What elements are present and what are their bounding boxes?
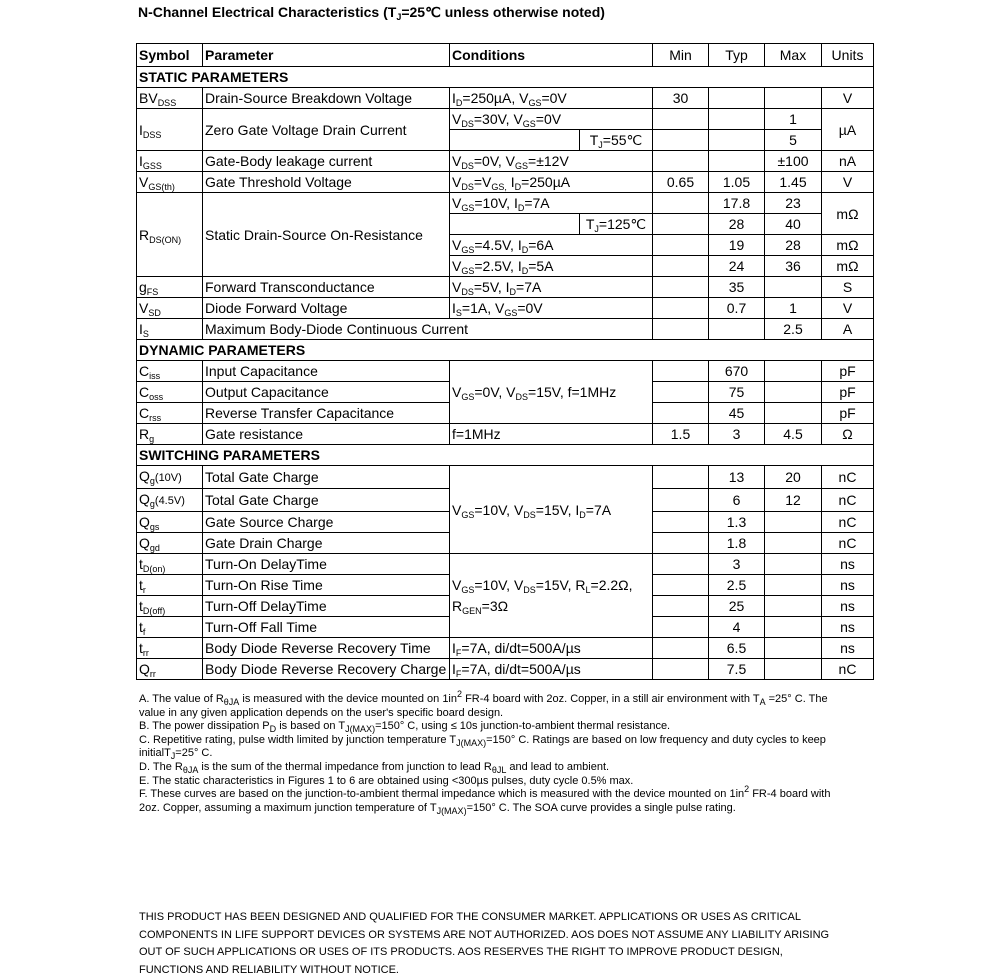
- conditions-cell: $V_{GS}=4.5V$, $I_D=6A$: [450, 235, 653, 256]
- symbol-cell: $Q_{gd}$: [137, 533, 203, 554]
- units-cell: V: [822, 298, 874, 319]
- parameter-cell: Gate Threshold Voltage: [203, 172, 450, 193]
- symbol-cell: $t_{rr}$: [137, 638, 203, 659]
- table-row: [137, 172, 874, 193]
- max-cell: 23: [765, 193, 822, 214]
- max-cell: [765, 533, 822, 554]
- units-cell: V: [822, 172, 874, 193]
- symbol-cell: $t_{D(on)}$: [137, 554, 203, 575]
- units-cell: ns: [822, 638, 874, 659]
- units-cell: Ω: [822, 424, 874, 445]
- min-cell: [653, 596, 709, 617]
- symbol-cell: $C_{rss}$: [137, 403, 203, 424]
- symbol-cell: $BV_{DSS}$: [137, 88, 203, 109]
- typ-cell: 75: [709, 382, 765, 403]
- max-cell: [765, 382, 822, 403]
- min-cell: [653, 235, 709, 256]
- table-row: [137, 88, 874, 109]
- conditions-cell: $V_{GS}=10V$, $I_D=7A$: [450, 193, 653, 214]
- footnote-a: A. The value of $R_{\theta JA}$ is measured with the device mounted on $1in^2$ FR-4 board with 2oz. Copper, in a still air environment with $T_A =25^\circ$ C. The value in any given application depends on the user's specific board design.: [139, 693, 839, 720]
- units-cell: nC: [822, 533, 874, 554]
- conditions-cell: $I_F=7A$, di/dt=500A/µs: [450, 638, 653, 659]
- parameter-cell: Total Gate Charge: [203, 466, 450, 489]
- units-cell: ns: [822, 617, 874, 638]
- symbol-cell: $V_{SD}$: [137, 298, 203, 319]
- parameter-cell: Gate resistance: [203, 424, 450, 445]
- section-row: [137, 67, 874, 88]
- typ-cell: 0.7: [709, 298, 765, 319]
- typ-cell: [709, 109, 765, 130]
- symbol-cell: $t_f$: [137, 617, 203, 638]
- min-cell: [653, 659, 709, 680]
- col-header-typ: Typ: [709, 44, 765, 67]
- typ-cell: 1.05: [709, 172, 765, 193]
- parameter-cell: Turn-Off Fall Time: [203, 617, 450, 638]
- typ-cell: 7.5: [709, 659, 765, 680]
- conditions-cell: $V_{GS}=10V$, $V_{DS}=15V$, $I_D=7A$: [450, 466, 653, 554]
- footnote-f: F. These curves are based on the junction-to-ambient thermal impedance which is measured with the device mounted on $1in^2$ FR-4 board with 2oz. Copper, assuming a maximum junction temperature of $T_{J(MAX)}=150^\circ$ C. The SOA curve provides a single pulse rating.: [139, 788, 839, 815]
- table-row: [137, 638, 874, 659]
- table-row: [137, 298, 874, 319]
- max-cell: 1: [765, 298, 822, 319]
- symbol-cell: $Q_g(4.5V)$: [137, 489, 203, 512]
- table-row: [137, 151, 874, 172]
- min-cell: [653, 554, 709, 575]
- table-row: [137, 109, 874, 130]
- min-cell: 0.65: [653, 172, 709, 193]
- disclaimer-line: COMPONENTS IN LIFE SUPPORT DEVICES OR SYSTEMS ARE NOT AUTHORIZED. AOS DOES NOT ASSUME ANY LIABILITY ARISING: [139, 927, 839, 945]
- conditions-cell: $V_{GS}=0V$, $V_{DS}=15V$, f=1MHz: [450, 361, 653, 424]
- units-cell: nC: [822, 659, 874, 680]
- max-cell: 5: [765, 130, 822, 151]
- symbol-cell: $R_{DS(ON)}$: [137, 193, 203, 277]
- max-cell: 2.5: [765, 319, 822, 340]
- table-row: [137, 659, 874, 680]
- parameter-cell: Body Diode Reverse Recovery Time: [203, 638, 450, 659]
- min-cell: [653, 193, 709, 214]
- disclaimer-line: OUT OF SUCH APPLICATIONS OR USES OF ITS PRODUCTS. AOS RESERVES THE RIGHT TO IMPROVE PRODUCT DESIGN,: [139, 944, 839, 962]
- typ-cell: 17.8: [709, 193, 765, 214]
- typ-cell: 670: [709, 361, 765, 382]
- max-cell: [765, 88, 822, 109]
- min-cell: [653, 256, 709, 277]
- col-header-symbol: Symbol: [137, 44, 203, 67]
- table-header-row: [137, 44, 874, 67]
- parameter-cell: Input Capacitance: [203, 361, 450, 382]
- typ-cell: 6.5: [709, 638, 765, 659]
- min-cell: [653, 466, 709, 489]
- parameter-cell: Turn-On DelayTime: [203, 554, 450, 575]
- conditions-cell: $V_{DS}=0V$, $V_{GS}=\pm 12V$: [450, 151, 653, 172]
- min-cell: [653, 382, 709, 403]
- typ-cell: 4: [709, 617, 765, 638]
- units-cell: mΩ: [822, 256, 874, 277]
- units-cell: V: [822, 88, 874, 109]
- conditions-cell: [450, 214, 580, 235]
- footnote-d: D. The $R_{\theta JA}$ is the sum of the thermal impedance from junction to lead $R_{\theta JL}$ and lead to ambient.: [139, 761, 839, 775]
- typ-cell: [709, 319, 765, 340]
- symbol-cell: $C_{oss}$: [137, 382, 203, 403]
- max-cell: [765, 617, 822, 638]
- conditions-cell: $V_{DS}=30V$, $V_{GS}=0V$: [450, 109, 653, 130]
- max-cell: 28: [765, 235, 822, 256]
- page-title: N-Channel Electrical Characteristics ($T_J=25℃$ unless otherwise noted): [138, 4, 605, 21]
- section-switching-parameters: SWITCHING PARAMETERS: [137, 445, 874, 466]
- min-cell: [653, 361, 709, 382]
- typ-cell: 2.5: [709, 575, 765, 596]
- conditions-cell: $V_{GS}=2.5V$, $I_D=5A$: [450, 256, 653, 277]
- max-cell: [765, 361, 822, 382]
- units-cell: ns: [822, 554, 874, 575]
- max-cell: 20: [765, 466, 822, 489]
- min-cell: [653, 109, 709, 130]
- typ-cell: 45: [709, 403, 765, 424]
- symbol-cell: $t_{D(off)}$: [137, 596, 203, 617]
- min-cell: [653, 298, 709, 319]
- conditions-cell: $I_S=1A$, $V_{GS}=0V$: [450, 298, 653, 319]
- conditions-cell: $I_D=250\mu A$, $V_{GS}=0V$: [450, 88, 653, 109]
- max-cell: 1: [765, 109, 822, 130]
- section-row: [137, 340, 874, 361]
- max-cell: 1.45: [765, 172, 822, 193]
- col-header-parameter: Parameter: [203, 44, 450, 67]
- typ-cell: 1.3: [709, 512, 765, 533]
- typ-cell: 28: [709, 214, 765, 235]
- min-cell: [653, 151, 709, 172]
- conditions-cell: $V_{GS}=10V$, $V_{DS}=15V$, $R_L=2.2\Omega$, $R_{GEN}=3\Omega$: [450, 554, 653, 638]
- table-row: [137, 424, 874, 445]
- table-row: [137, 193, 874, 214]
- min-cell: [653, 277, 709, 298]
- parameter-cell: Reverse Transfer Capacitance: [203, 403, 450, 424]
- units-cell: A: [822, 319, 874, 340]
- parameter-cell: Gate Drain Charge: [203, 533, 450, 554]
- typ-cell: [709, 88, 765, 109]
- symbol-cell: $V_{GS(th)}$: [137, 172, 203, 193]
- col-header-max: Max: [765, 44, 822, 67]
- max-cell: [765, 403, 822, 424]
- disclaimer-line: THIS PRODUCT HAS BEEN DESIGNED AND QUALIFIED FOR THE CONSUMER MARKET. APPLICATIONS OR USES AS CRITICAL: [139, 909, 839, 927]
- typ-cell: [709, 130, 765, 151]
- junction-temp-cell: $T_J=55℃$: [580, 130, 653, 151]
- units-cell: pF: [822, 403, 874, 424]
- parameter-cell: Drain-Source Breakdown Voltage: [203, 88, 450, 109]
- parameter-cell: Diode Forward Voltage: [203, 298, 450, 319]
- max-cell: 12: [765, 489, 822, 512]
- symbol-cell: $Q_{rr}$: [137, 659, 203, 680]
- units-cell: mΩ: [822, 193, 874, 235]
- typ-cell: 35: [709, 277, 765, 298]
- section-dynamic-parameters: DYNAMIC PARAMETERS: [137, 340, 874, 361]
- col-header-conditions: Conditions: [450, 44, 653, 67]
- conditions-cell: f=1MHz: [450, 424, 653, 445]
- symbol-cell: $Q_g(10V)$: [137, 466, 203, 489]
- typ-cell: 25: [709, 596, 765, 617]
- max-cell: [765, 512, 822, 533]
- conditions-cell: $V_{DS}=5V$, $I_D=7A$: [450, 277, 653, 298]
- symbol-cell: $R_g$: [137, 424, 203, 445]
- symbol-cell: $C_{iss}$: [137, 361, 203, 382]
- symbol-cell: $g_{FS}$: [137, 277, 203, 298]
- junction-temp-cell: $T_J=125℃$: [580, 214, 653, 235]
- min-cell: [653, 130, 709, 151]
- min-cell: [653, 575, 709, 596]
- conditions-cell: $I_F=7A$, di/dt=500A/µs: [450, 659, 653, 680]
- units-cell: pF: [822, 361, 874, 382]
- units-cell: nC: [822, 489, 874, 512]
- max-cell: [765, 659, 822, 680]
- conditions-cell: [450, 130, 580, 151]
- parameter-cell: Total Gate Charge: [203, 489, 450, 512]
- col-header-units: Units: [822, 44, 874, 67]
- min-cell: [653, 214, 709, 235]
- typ-cell: 1.8: [709, 533, 765, 554]
- parameter-cell: Turn-On Rise Time: [203, 575, 450, 596]
- parameter-cell: Forward Transconductance: [203, 277, 450, 298]
- max-cell: [765, 638, 822, 659]
- max-cell: [765, 554, 822, 575]
- typ-cell: 6: [709, 489, 765, 512]
- parameter-cell: Gate Source Charge: [203, 512, 450, 533]
- symbol-cell: $Q_{gs}$: [137, 512, 203, 533]
- electrical-characteristics-table: [136, 43, 874, 680]
- units-cell: nC: [822, 512, 874, 533]
- footnote-e: E. The static characteristics in Figures 1 to 6 are obtained using <300µs pulses, duty cycle 0.5% max.: [139, 775, 839, 789]
- units-cell: nC: [822, 466, 874, 489]
- max-cell: 40: [765, 214, 822, 235]
- units-cell: S: [822, 277, 874, 298]
- typ-cell: 3: [709, 554, 765, 575]
- parameter-cell: Turn-Off DelayTime: [203, 596, 450, 617]
- units-cell: nA: [822, 151, 874, 172]
- min-cell: 1.5: [653, 424, 709, 445]
- max-cell: 36: [765, 256, 822, 277]
- max-cell: [765, 596, 822, 617]
- disclaimer-line: FUNCTIONS AND RELIABILITY WITHOUT NOTICE.: [139, 962, 839, 979]
- typ-cell: 19: [709, 235, 765, 256]
- footnotes: [139, 693, 839, 815]
- min-cell: 30: [653, 88, 709, 109]
- conditions-cell: $V_{DS}=V_{GS,}$ $I_D=250\mu A$: [450, 172, 653, 193]
- parameter-cell: Maximum Body-Diode Continuous Current: [203, 319, 653, 340]
- table-row: [137, 466, 874, 489]
- max-cell: 4.5: [765, 424, 822, 445]
- col-header-min: Min: [653, 44, 709, 67]
- table-row: [137, 361, 874, 382]
- parameter-cell: Zero Gate Voltage Drain Current: [203, 109, 450, 151]
- min-cell: [653, 403, 709, 424]
- table-row: [137, 319, 874, 340]
- min-cell: [653, 512, 709, 533]
- table-row: [137, 554, 874, 575]
- symbol-cell: $I_S$: [137, 319, 203, 340]
- parameter-cell: Gate-Body leakage current: [203, 151, 450, 172]
- min-cell: [653, 638, 709, 659]
- section-static-parameters: STATIC PARAMETERS: [137, 67, 874, 88]
- typ-cell: 3: [709, 424, 765, 445]
- min-cell: [653, 319, 709, 340]
- disclaimer: [139, 909, 839, 979]
- units-cell: pF: [822, 382, 874, 403]
- parameter-cell: Output Capacitance: [203, 382, 450, 403]
- symbol-cell: $I_{DSS}$: [137, 109, 203, 151]
- min-cell: [653, 489, 709, 512]
- typ-cell: 13: [709, 466, 765, 489]
- units-cell: ns: [822, 596, 874, 617]
- units-cell: mΩ: [822, 235, 874, 256]
- footnote-c: C. Repetitive rating, pulse width limited by junction temperature $T_{J(MAX)}=150^\circ$ C. Ratings are based on low frequency and duty cycles to keep initialT$_J$=25° C.: [139, 734, 839, 761]
- max-cell: ±100: [765, 151, 822, 172]
- units-cell: ns: [822, 575, 874, 596]
- footnote-b: B. The power dissipation $P_D$ is based on $T_{J(MAX)}=150^\circ$ C, using ≤ 10s junction-to-ambient thermal resistance.: [139, 720, 839, 734]
- typ-cell: 24: [709, 256, 765, 277]
- section-row: [137, 445, 874, 466]
- symbol-cell: $I_{GSS}$: [137, 151, 203, 172]
- min-cell: [653, 617, 709, 638]
- table-row: [137, 277, 874, 298]
- parameter-cell: Body Diode Reverse Recovery Charge: [203, 659, 450, 680]
- units-cell: µA: [822, 109, 874, 151]
- symbol-cell: $t_r$: [137, 575, 203, 596]
- max-cell: [765, 277, 822, 298]
- max-cell: [765, 575, 822, 596]
- parameter-cell: Static Drain-Source On-Resistance: [203, 193, 450, 277]
- typ-cell: [709, 151, 765, 172]
- min-cell: [653, 533, 709, 554]
